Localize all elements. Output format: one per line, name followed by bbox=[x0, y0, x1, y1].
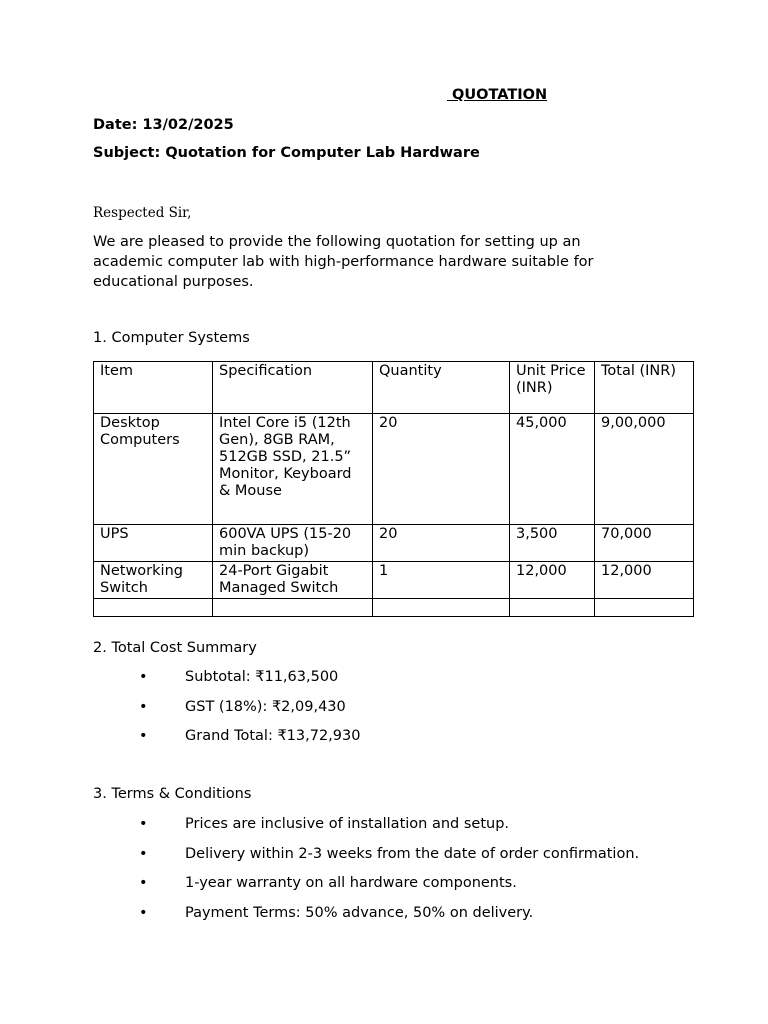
table-cell: 12,000 bbox=[510, 562, 595, 599]
quotation-table bbox=[93, 361, 694, 617]
table-row bbox=[94, 414, 694, 525]
table-cell: 12,000 bbox=[595, 562, 694, 599]
list-item-text: Prices are inclusive of installation and setup. bbox=[185, 816, 510, 832]
table-row bbox=[94, 525, 694, 562]
bullet-icon: • bbox=[139, 816, 148, 832]
table-row bbox=[94, 562, 694, 599]
document-subject: Subject: Quotation for Computer Lab Hardware bbox=[93, 145, 480, 161]
table-header-cell: Item bbox=[94, 362, 213, 414]
document-title: QUOTATION bbox=[447, 87, 548, 103]
list-item bbox=[93, 669, 360, 699]
list-item bbox=[93, 816, 639, 846]
section-heading-terms: 3. Terms & Conditions bbox=[93, 786, 252, 802]
table-header-cell: Quantity bbox=[373, 362, 510, 414]
salutation: Respected Sir, bbox=[93, 205, 192, 221]
table-cell: 1 bbox=[373, 562, 510, 599]
list-item bbox=[93, 905, 639, 935]
table-cell bbox=[595, 599, 694, 617]
terms-list bbox=[93, 816, 639, 934]
list-item bbox=[93, 699, 360, 729]
table-cell: 3,500 bbox=[510, 525, 595, 562]
intro-paragraph: We are pleased to provide the following quotation for setting up an academic computer lab with high-performance hardware suitable for educational purposes. bbox=[93, 234, 594, 290]
bullet-icon: • bbox=[139, 845, 148, 862]
bullet-icon: • bbox=[139, 698, 148, 715]
table-cell: UPS bbox=[94, 525, 213, 562]
table-cell: Networking Switch bbox=[94, 562, 213, 599]
table-row-empty bbox=[94, 599, 694, 617]
list-item-text: 1-year warranty on all hardware components. bbox=[185, 875, 517, 891]
bullet-icon: • bbox=[139, 728, 148, 744]
table-cell bbox=[510, 599, 595, 617]
table-cell: 20 bbox=[373, 525, 510, 562]
list-item-text: Subtotal: ₹11,63,500 bbox=[185, 669, 339, 685]
table-header-row bbox=[94, 362, 694, 414]
list-item bbox=[93, 846, 639, 876]
table-cell: 70,000 bbox=[595, 525, 694, 562]
list-item-text: GST (18%): ₹2,09,430 bbox=[185, 698, 346, 715]
list-item-text: Grand Total: ₹13,72,930 bbox=[185, 728, 361, 744]
table-cell: 9,00,000 bbox=[595, 414, 694, 525]
table-cell: Desktop Computers bbox=[94, 414, 213, 525]
table-cell bbox=[94, 599, 213, 617]
cost-summary-list bbox=[93, 669, 360, 758]
list-item bbox=[93, 875, 639, 905]
list-item-text: Payment Terms: 50% advance, 50% on delivery. bbox=[185, 904, 534, 921]
table-cell bbox=[213, 599, 373, 617]
list-item bbox=[93, 728, 360, 758]
list-item-text: Delivery within 2-3 weeks from the date of order confirmation. bbox=[185, 845, 640, 862]
table-header-cell: Total (INR) bbox=[595, 362, 694, 414]
table-cell bbox=[373, 599, 510, 617]
table-cell: 24-Port Gigabit Managed Switch bbox=[213, 562, 373, 599]
table-cell: 600VA UPS (15-20 min backup) bbox=[213, 525, 373, 562]
bullet-icon: • bbox=[139, 904, 148, 921]
table-cell: 45,000 bbox=[510, 414, 595, 525]
document-date: Date: 13/02/2025 bbox=[93, 117, 234, 133]
table-cell: 20 bbox=[373, 414, 510, 525]
bullet-icon: • bbox=[139, 875, 148, 891]
table-header-cell: Unit Price (INR) bbox=[510, 362, 595, 414]
section-heading-computer-systems: 1. Computer Systems bbox=[93, 330, 250, 346]
section-heading-cost-summary: 2. Total Cost Summary bbox=[93, 640, 257, 656]
bullet-icon: • bbox=[139, 669, 148, 685]
table-header-cell: Specification bbox=[213, 362, 373, 414]
table-cell: Intel Core i5 (12th Gen), 8GB RAM, 512GB SSD, 21.5” Monitor, Keyboard & Mouse bbox=[213, 414, 373, 525]
